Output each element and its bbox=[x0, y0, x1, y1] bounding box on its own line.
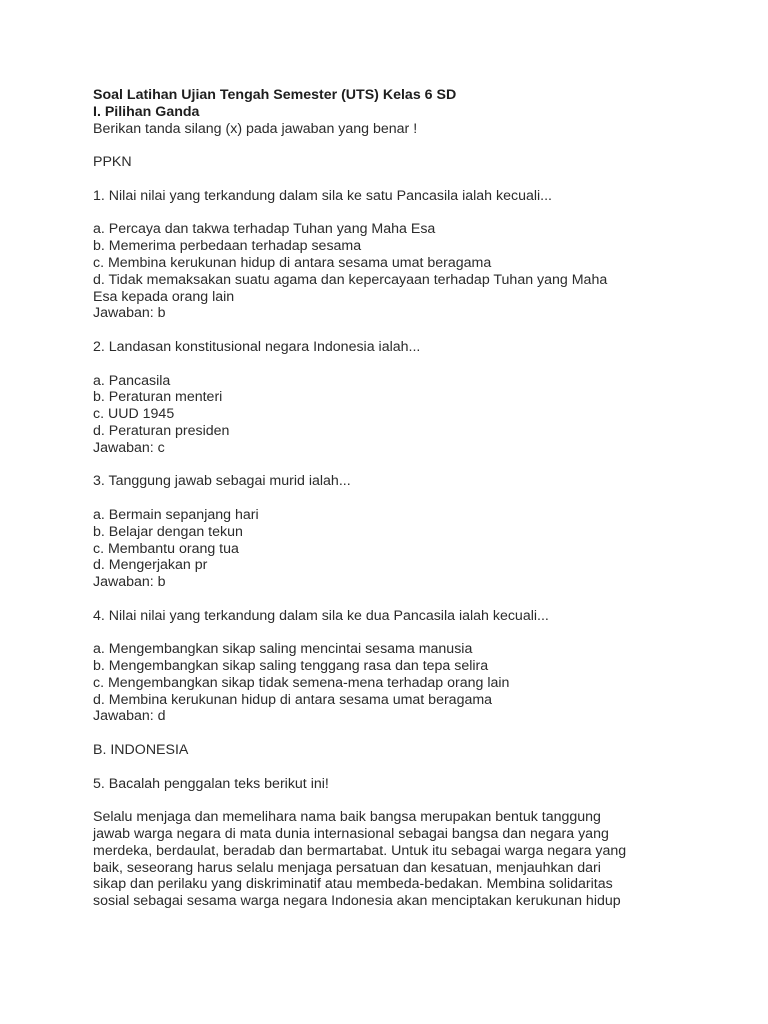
spacer bbox=[93, 591, 693, 608]
question-2-option-d: d. Peraturan presiden bbox=[93, 422, 230, 439]
passage-line: Selalu menjaga dan memelihara nama baik bangsa merupakan bentuk tanggung bbox=[93, 809, 601, 826]
spacer bbox=[93, 205, 693, 222]
question-3-option-b: b. Belajar dengan tekun bbox=[93, 523, 243, 540]
spacer bbox=[93, 792, 693, 809]
question-5: 5. Bacalah penggalan teks berikut ini! bbox=[93, 775, 329, 792]
question-3-answer: Jawaban: b bbox=[93, 574, 166, 591]
section-heading: I. Pilihan Ganda bbox=[93, 103, 200, 120]
document-title: Soal Latihan Ujian Tengah Semester (UTS) Kelas 6 SD bbox=[93, 87, 457, 103]
question-1-option-d-continued: Esa kepada orang lain bbox=[93, 288, 235, 305]
question-2-answer: Jawaban: c bbox=[93, 439, 165, 456]
passage-line: merdeka, berdaulat, beradab dan bermartabat. Untuk itu sebagai warga negara yang bbox=[93, 842, 627, 859]
question-2: 2. Landasan konstitusional negara Indonesia ialah... bbox=[93, 338, 421, 355]
question-3-option-c: c. Membantu orang tua bbox=[93, 540, 239, 557]
passage-line: sikap dan perilaku yang diskriminatif atau membeda-bedakan. Membina solidaritas bbox=[93, 876, 613, 893]
question-1-option-c: c. Membina kerukunan hidup di antara sesama umat beragama bbox=[93, 254, 492, 271]
spacer bbox=[93, 625, 693, 642]
question-2-option-a: a. Pancasila bbox=[93, 372, 171, 389]
spacer bbox=[93, 322, 693, 339]
instruction-text: Berikan tanda silang (x) pada jawaban yang benar ! bbox=[93, 120, 418, 137]
subject-heading-ppkn: PPKN bbox=[93, 154, 132, 171]
passage-line: baik, seseorang harus selalu menjaga persatuan dan kesatuan, menjauhkan dari bbox=[93, 859, 601, 876]
spacer bbox=[93, 171, 693, 188]
question-4-option-c: c. Mengembangkan sikap tidak semena-mena terhadap orang lain bbox=[93, 674, 510, 691]
question-1: 1. Nilai nilai yang terkandung dalam sila ke satu Pancasila ialah kecuali... bbox=[93, 187, 552, 204]
reading-passage bbox=[93, 809, 693, 910]
passage-line: jawab warga negara di mata dunia internasional sebagai bangsa dan negara yang bbox=[93, 826, 609, 843]
question-1-option-a: a. Percaya dan takwa terhadap Tuhan yang Maha Esa bbox=[93, 221, 436, 238]
question-3-option-d: d. Mengerjakan pr bbox=[93, 557, 208, 574]
question-1-option-d: d. Tidak memaksakan suatu agama dan kepercayaan terhadap Tuhan yang Maha bbox=[93, 271, 608, 288]
spacer bbox=[93, 457, 693, 474]
question-2-option-c: c. UUD 1945 bbox=[93, 406, 175, 423]
subject-heading-bindo: B. INDONESIA bbox=[93, 742, 189, 759]
question-3-option-a: a. Bermain sepanjang hari bbox=[93, 506, 259, 523]
question-4: 4. Nilai nilai yang terkandung dalam sila ke dua Pancasila ialah kecuali... bbox=[93, 607, 549, 624]
question-4-answer: Jawaban: d bbox=[93, 708, 166, 725]
spacer bbox=[93, 725, 693, 742]
spacer bbox=[93, 137, 693, 154]
spacer bbox=[93, 490, 693, 507]
question-4-option-a: a. Mengembangkan sikap saling mencintai sesama manusia bbox=[93, 641, 473, 658]
passage-line: sosial sebagai sesama warga negara Indonesia akan menciptakan kerukunan hidup bbox=[93, 893, 621, 910]
question-2-option-b: b. Peraturan menteri bbox=[93, 389, 223, 406]
question-3: 3. Tanggung jawab sebagai murid ialah... bbox=[93, 473, 351, 490]
spacer bbox=[93, 759, 693, 776]
question-4-option-b: b. Mengembangkan sikap saling tenggang rasa dan tepa selira bbox=[93, 658, 489, 675]
question-1-option-b: b. Memerima perbedaan terhadap sesama bbox=[93, 238, 362, 255]
document-page bbox=[93, 87, 693, 910]
question-1-answer: Jawaban: b bbox=[93, 305, 166, 322]
spacer bbox=[93, 356, 693, 373]
question-4-option-d: d. Membina kerukunan hidup di antara sesama umat beragama bbox=[93, 691, 493, 708]
